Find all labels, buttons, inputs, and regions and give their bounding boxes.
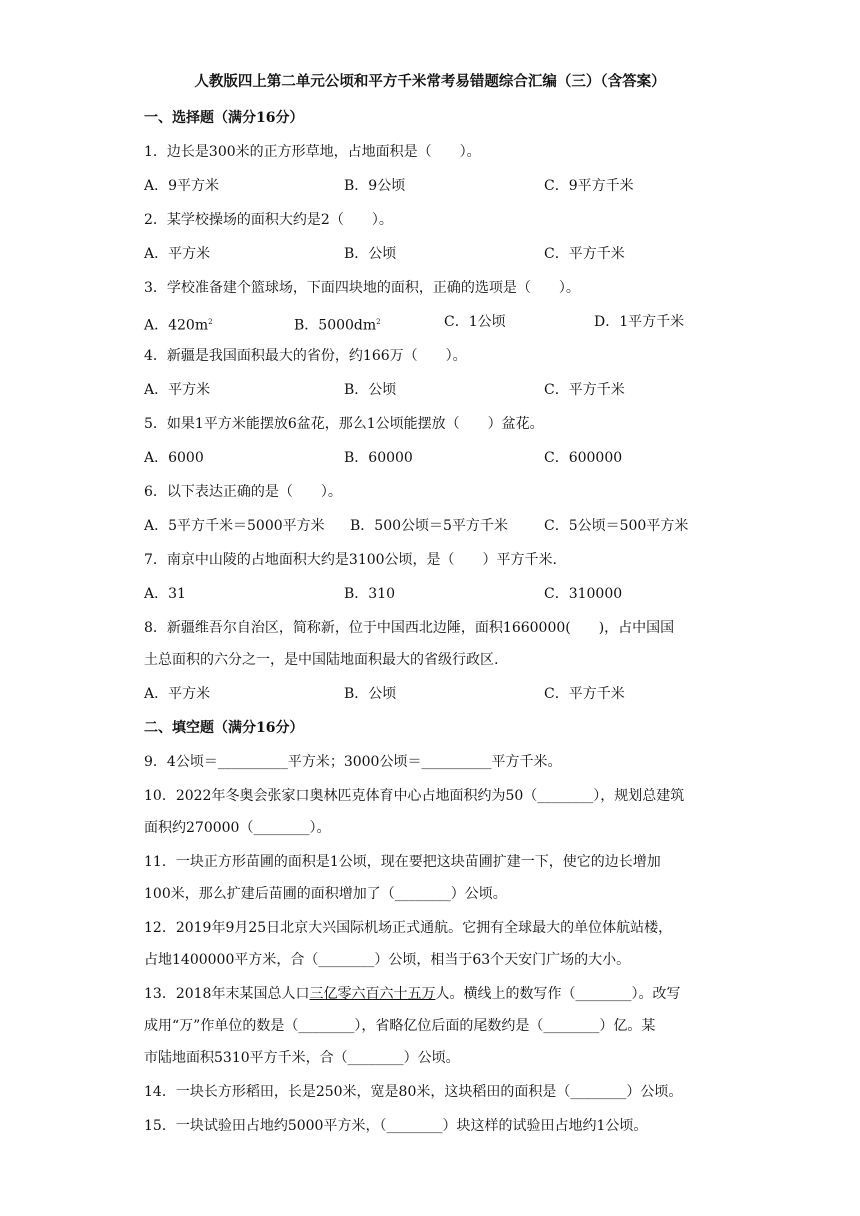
question-13-line-3: 市陆地面积5310平方千米，合（________）公顷。 xyxy=(144,1050,460,1066)
question-1: 1．边长是300米的正方形草地，占地面积是（ ）。 xyxy=(144,144,481,160)
question-7: 7．南京中山陵的占地面积大约是3100公顷，是（ ）平方千米. xyxy=(144,552,557,568)
q1-option-b: B．9公顷 xyxy=(344,178,406,194)
q3-option-a: A．$420m^2$ xyxy=(144,317,213,334)
q3-option-d: D．1平方千米 xyxy=(594,314,685,330)
q3-option-b: B．$5000dm^2$ xyxy=(294,317,381,334)
question-8-line-1: 8．新疆维吾尔自治区，简称新，位于中国西北边陲，面积1660000( )，占中国国 xyxy=(144,620,675,636)
q7-option-b: B．310 xyxy=(344,586,396,602)
q5-option-c: C．600000 xyxy=(544,450,623,466)
question-9: 9．4公顷＝__________平方米；3000公顷＝__________平方千米。 xyxy=(144,754,562,770)
page-title: 人教版四上第二单元公顷和平方千米常考易错题综合汇编（三）（含答案） xyxy=(194,73,666,90)
q7-option-c: C．310000 xyxy=(544,586,623,602)
underlined-number-text: 三亿零六百六十五万 xyxy=(309,986,436,1002)
q8-option-b: B．公顷 xyxy=(344,686,397,702)
section-fill-heading: 二、填空题（满分16分） xyxy=(144,720,304,736)
q1-option-a: A．9平方米 xyxy=(144,178,220,194)
question-4: 4．新疆是我国面积最大的省份，约166万（ ）。 xyxy=(144,348,467,364)
question-12-line-2: 占地1400000平方米，合（________）公顷，相当于63个天安门广场的大小。 xyxy=(144,952,631,968)
question-11-line-1: 11．一块正方形苗圃的面积是1公顷，现在要把这块苗圃扩建一下，使它的边长增加 xyxy=(144,854,661,870)
q6-option-c: C．5公顷＝500平方米 xyxy=(544,518,689,534)
section-choice-heading: 一、选择题（满分16分） xyxy=(144,110,304,126)
q2-option-c: C．平方千米 xyxy=(544,246,625,262)
question-10-line-1: 10．2022年冬奥会张家口奥林匹克体育中心占地面积约为50（________），规划总建筑 xyxy=(144,788,685,804)
q2-option-a: A．平方米 xyxy=(144,246,211,262)
question-15: 15．一块试验田占地约5000平方米，（________）块这样的试验田占地约1公顷。 xyxy=(144,1118,648,1134)
q5-option-a: A．6000 xyxy=(144,450,204,466)
q1-option-c: C．9平方千米 xyxy=(544,178,634,194)
question-8-line-2: 土总面积的六分之一，是中国陆地面积最大的省级行政区. xyxy=(144,652,499,668)
question-3: 3．学校准备建个篮球场，下面四块地的面积，正确的选项是（ ）。 xyxy=(144,280,580,296)
q8-option-a: A．平方米 xyxy=(144,686,211,702)
q4-option-b: B．公顷 xyxy=(344,382,397,398)
q4-option-c: C．平方千米 xyxy=(544,382,625,398)
q6-option-a: A．5平方千米＝5000平方米 xyxy=(144,518,325,534)
question-14: 14．一块长方形稻田，长是250米，宽是80米，这块稻田的面积是（________）公顷。 xyxy=(144,1084,683,1100)
question-6: 6．以下表达正确的是（ ）。 xyxy=(144,484,342,500)
q4-option-a: A．平方米 xyxy=(144,382,211,398)
q7-option-a: A．31 xyxy=(144,586,186,602)
q2-option-b: B．公顷 xyxy=(344,246,397,262)
question-12-line-1: 12．2019年9月25日北京大兴国际机场正式通航。它拥有全球最大的单位体航站楼， xyxy=(144,920,673,936)
q5-option-b: B．60000 xyxy=(344,450,413,466)
question-2: 2．某学校操场的面积大约是2（ ）。 xyxy=(144,212,393,228)
question-13-line-2: 成用“万”作单位的数是（________），省略亿位后面的尾数约是（________）亿。某 xyxy=(144,1018,656,1034)
question-10-line-2: 面积约270000（________）。 xyxy=(144,820,331,836)
question-13-line-1: 13．2018年末某国总人口三亿零六百六十五万人。横线上的数写作（________）。改写 xyxy=(144,986,681,1002)
q6-option-b: B．500公顷＝5平方千米 xyxy=(350,518,508,534)
question-11-line-2: 100米，那么扩建后苗圃的面积增加了（________）公顷。 xyxy=(144,886,507,902)
question-5: 5．如果1平方米能摆放6盆花，那么1公顷能摆放（ ）盆花。 xyxy=(144,416,544,432)
q8-option-c: C．平方千米 xyxy=(544,686,625,702)
q3-option-c: C．1公顷 xyxy=(444,314,506,330)
